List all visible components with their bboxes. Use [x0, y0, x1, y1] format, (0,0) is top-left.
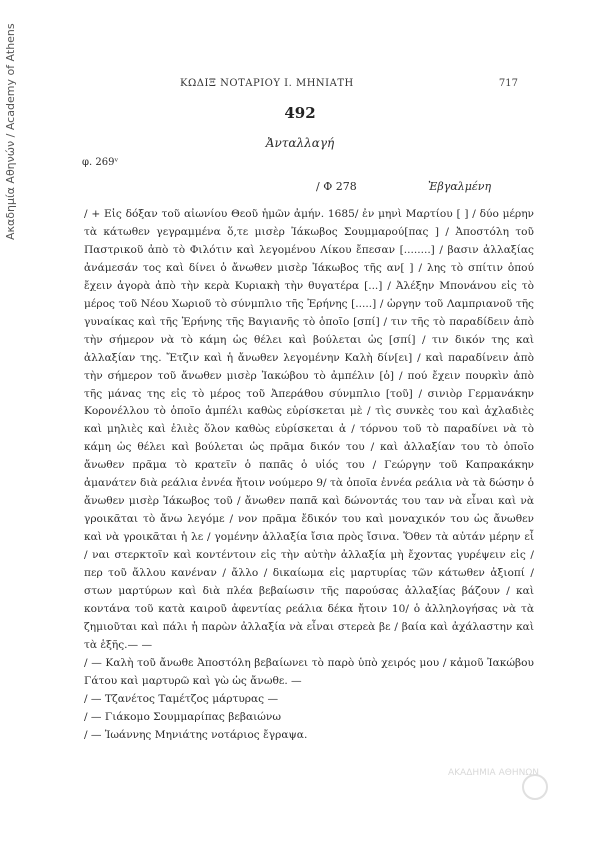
academy-side-watermark: Ακαδημία Αθηνών / Academy of Athens: [4, 23, 17, 240]
owl-emblem-icon: [522, 774, 548, 800]
document-title: Ἀνταλλαγή: [265, 136, 335, 150]
academy-stamp-watermark: [448, 768, 558, 808]
signature-line: / — Τζανέτος Ταμέτζος μάρτυρας —: [84, 692, 279, 705]
page-number: 717: [498, 78, 518, 89]
document-number: 492: [284, 104, 316, 122]
scribe-note: Ἐβγαλμένη: [428, 180, 492, 193]
folio-reference: φ. 269ᵛ: [82, 157, 119, 168]
signature-line: / — Ἰωάννης Μηνιάτης νοτάριος ἔγραψα.: [84, 728, 308, 741]
document-body: [84, 206, 534, 745]
signatures: [84, 691, 534, 745]
signature-line: / — Γιάκομο Σουμμαρίπας βεβαιώνω: [84, 710, 281, 723]
running-head: ΚΩΔΙΞ ΝΟΤΑΡΙΟΥ Ι. ΜΗΝΙΑΤΗ: [180, 78, 354, 89]
academy-stamp-text: ΑΚΑΔΗΜΙΑ ΑΘΗΝΩΝ: [448, 768, 539, 778]
closing-text: / — Καλὴ τοῦ ἄνωθε Ἀποστόλη βεβαίωνει τὸ παρὸ ὑπὸ χειρός μου / κἀμοῦ Ἰακώβου Γάτου καὶ μαρτυρῶ καὶ γὼ ὡς ἄνωθε. —: [84, 656, 534, 687]
main-text: / + Εἰς δόξαν τοῦ αἰωνίου Θεοῦ ἡμῶν ἀμήν. 1685/ ἐν μηνὶ Μαρτίου [ ] / δύο μέρην τὰ κάτωθεν γεγραμμένα ὅ,τε μισὲρ Ἰάκωβος Σουμμαρού[πας ] / Ἀποστόλη τοῦ Παστρικοῦ ἀπὸ τὸ Φιλότιν καὶ λεγομένου Λίκου ἔπεσαν [........] / βασιν ἀλλαξίας ἀνάμεσάν τος καὶ δίνει ὁ ἄνωθεν μισὲρ Ἰάκωβος τῆς αν[ ] / λης τὸ σπίτιν ὁπού ἔχειν ἀγορὰ ἀπὸ τὴν κερὰ Κυριακὴ τὴν θυγατέρα [...] / Ἀλέξην Μπονάνου εἰς τὸ μέρος τοῦ Νέου Χωριοῦ τὸ σύνμπλιο τῆς Ἐρήνης [.....] / ὡργην τοῦ Λαμπριανοῦ τῆς γυναίκας καὶ τῆς Ἐρήνης τῆς Βαγιανῆς τὸ ὁποῖο [σπί] / τιν τῆς τὸ παραδίδειν ἀπὸ τὴν σήμερον νὰ τὸ κάμη ὡς θέλει καὶ βούλεται ὡς [σπί] / τιν δικόν της καὶ ἀλλαξίαν της. Ἔτζιν καὶ ἡ ἄνωθεν λεγομένην Καλὴ δίν[ει] / καὶ παραδίνειν ἀπὸ τὴν σήμερον τοῦ ἄνωθεν μισὲρ Ἰακώβου τὸ ἀμπέλιν [ὁ] / πού ἔχειν πουρκὶν ἀπὸ τῆς μάνας της εἰς τὸ μέρος τοῦ Ἀπεράθου σύνμπλιο [τοῦ] / σινιὸρ Γερμανάκην Κορονέλλου τὸ ὁποῖο ἀμπέλι καθὼς εὑρίσκεται μὲ / τὶς συνκὲς του καὶ ἀχλαδιὲς καὶ μηλιὲς καὶ ἐλιὲς ὅλον καθὼς εὑρίσκεται ἀ / τόρνου τοῦ τὸ παραδίνει νὰ τὸ κάμη ὡς θέλει καὶ βούλεται ὡς πρᾶμα δικόν του / καὶ ἀλλαξίαν του τὸ ὁποῖο ἄνωθεν πρᾶμα τὸ κρατεῖν ὁ παπᾶς ὁ υἱός του / Γεώργην τοῦ Καπρακάκην ἀμανάτεν διὰ ρεάλια ἐννέα ἤτοιν νούμερο 9/ τὰ ὁποῖα ἐννέα ρεάλια νὰ τὰ δώσην ὁ ἄνωθεν μισὲρ Ἰάκωβος τοῦ / ἄνωθεν παπᾶ καὶ δώνοντάς του ταν νὰ εἶναι καὶ νὰ γροικᾶται τὸ ἄνω λεγόμε / νον πρᾶμα ἔδικόν του καὶ μοναχικόν του ὡς ἄνωθεν καὶ νὰ γροικᾶται ἡ λε / γομένην ἀλλαξία ἴσια πρὸς ἴσινα. Ὅθεν τὰ αὐτάν μέρην εἶ / ναι στερκτοῖν καὶ κοντέντοιν εἰς τὴν αὐτὴν ἀλλαξία μὴ ἔχοντας γυρέψειν εἰς / περ τοῦ ἄλλου κανέναν / ἄλλο / δικαίωμα εἰς μαρτυρίας τῶν κάτωθεν ἀξιοπί / στων μαρτύρων καὶ διὰ πλέα βεβαίωσιν τῆς παρούσας ἀλλαξίας βάζουν / καὶ κοντάνα τοῦ κατὰ καιροῦ ἀφεντίας ρεάλια δέκα ἤτοιν 10/ ὁ ἀλληλογήσας νὰ τὰ ζημιοῦται καὶ πάλι ἡ παρὼν ἀλλαξία νὰ εἶναι στερεὰ βε / βαία καὶ ἀχάλαστην καὶ τὰ ἑξῆς.— —: [84, 208, 534, 651]
archive-reference: / Φ 278: [316, 180, 357, 193]
